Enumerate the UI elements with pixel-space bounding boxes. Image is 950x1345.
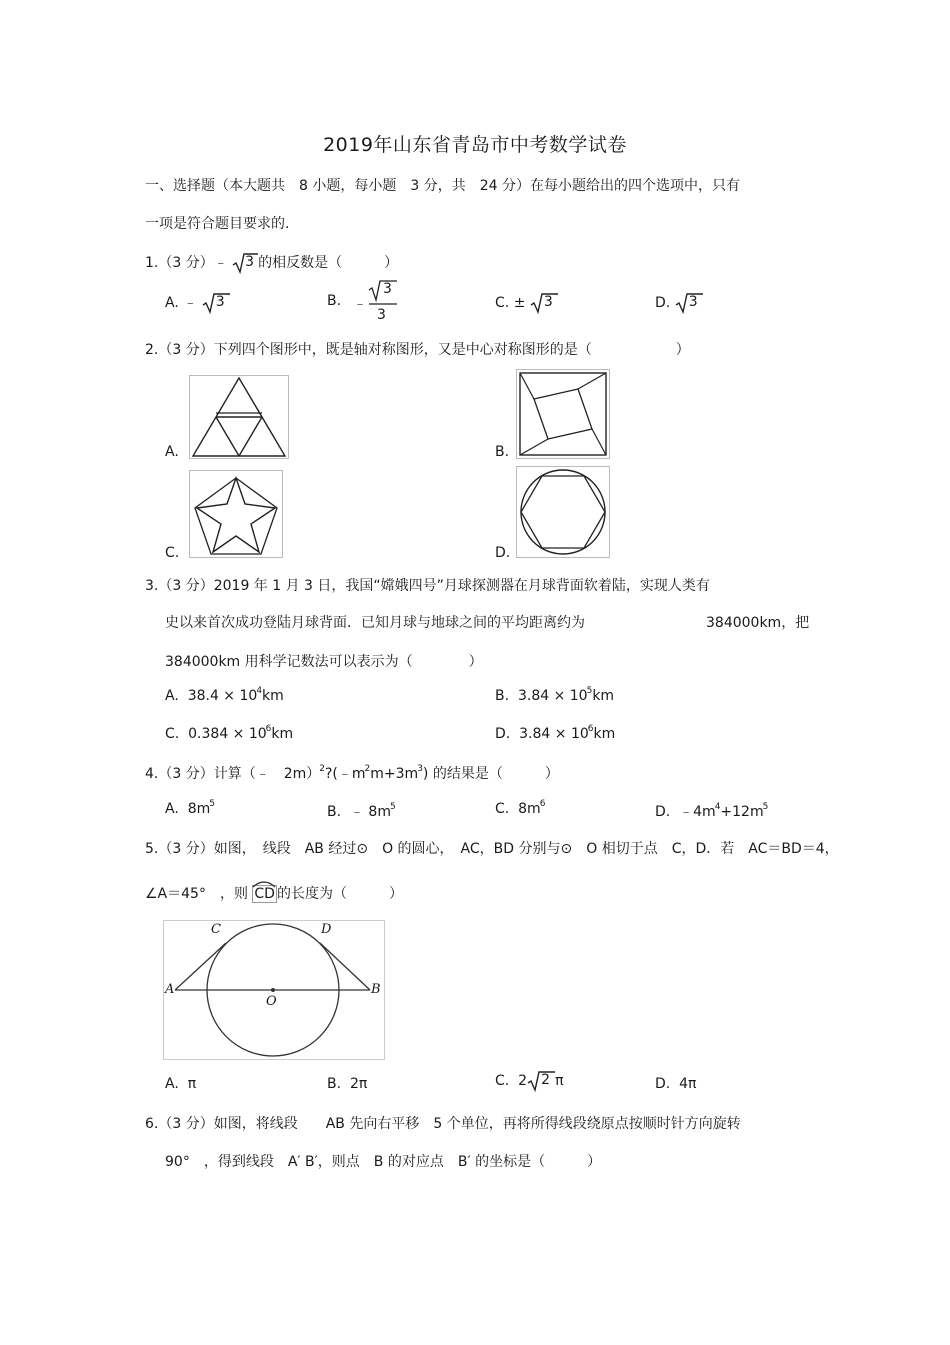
option-text: 3.84 × 10	[519, 726, 589, 742]
option-text: ﹣	[183, 295, 198, 311]
q2-option-a[interactable]	[165, 444, 179, 460]
option-label: D.	[655, 804, 671, 820]
option-label: A.	[165, 295, 179, 311]
question-score: （3 分）	[158, 342, 214, 358]
q3-option-d[interactable]	[495, 726, 615, 742]
section-instructions-line1: 一、选择题（本大题共 8 小题，每小题 3 分，共 24 分）在每小题给出的四个选项中，只有	[145, 178, 740, 194]
q2-option-c[interactable]	[165, 545, 179, 561]
option-label: C.	[495, 801, 510, 817]
question-score: （3 分）	[158, 255, 214, 271]
option-label: A.	[165, 1076, 179, 1092]
option-label: A.	[165, 444, 179, 460]
radicand: 3	[543, 294, 553, 310]
exponent: 6	[587, 724, 594, 734]
q3-option-a[interactable]	[165, 688, 284, 704]
question-number: 1.	[145, 255, 159, 271]
question-5-text: ∠A＝45° ，则	[145, 886, 248, 902]
exponent: 5	[762, 802, 769, 812]
exponent: 6	[539, 799, 546, 809]
section-instructions-line2: 一项是符合题目要求的.	[145, 216, 290, 232]
point-o-label: O	[266, 994, 277, 1009]
radicand: 2	[541, 1072, 550, 1088]
radicand: 3	[688, 294, 698, 310]
question-3-stem-line2: 史以来首次成功登陆月球背面．已知月球与地球之间的平均距离约为	[165, 615, 585, 631]
option-label: D.	[655, 1076, 671, 1092]
q5-option-a[interactable]	[165, 1076, 196, 1092]
expression-part: ) 的结果是（ ）	[422, 766, 559, 782]
option-text: π	[187, 1076, 197, 1092]
q4-option-d[interactable]	[655, 801, 768, 821]
square-figure	[516, 369, 610, 459]
question-3-stem-line1	[145, 575, 710, 595]
question-5-stem-line2	[145, 883, 403, 903]
question-6-text: 如图，将线段 AB 先向右平移 5 个单位，再将所得线段绕原点按顺时针方向旋转	[213, 1116, 741, 1132]
option-text: ﹣ 8m	[349, 804, 391, 820]
sqrt-symbol	[202, 292, 230, 314]
point-b-label: B	[371, 982, 381, 997]
question-number: 4.	[145, 766, 159, 782]
question-3-stem-line3: 384000km 用科学记数法可以表示为（ ）	[165, 654, 483, 670]
question-3-distance: 384000km，把	[706, 615, 810, 631]
option-label: B.	[327, 293, 342, 309]
option-text: 8m	[187, 801, 211, 817]
question-number: 6.	[145, 1116, 159, 1132]
expression-part: ?(﹣m	[325, 766, 366, 782]
option-label: C.	[495, 295, 510, 311]
q3-option-c[interactable]	[165, 726, 293, 742]
unit: km	[592, 688, 615, 704]
q5-option-d[interactable]	[655, 1076, 696, 1092]
point-d-label: D	[321, 922, 332, 937]
question-5-stem-line1	[145, 838, 839, 858]
numerator: 3	[383, 281, 392, 297]
point-c-label: C	[211, 922, 221, 937]
question-1-stem	[145, 252, 398, 274]
option-label: C.	[495, 1073, 510, 1089]
fraction	[367, 280, 399, 332]
star-figure	[189, 470, 283, 558]
exponent: 4	[256, 686, 263, 696]
option-text: 2π	[349, 1076, 368, 1092]
question-number: 2.	[145, 342, 159, 358]
question-4-stem	[145, 763, 559, 783]
option-text: ±	[513, 295, 526, 311]
q5-option-b[interactable]	[327, 1076, 367, 1092]
exponent: 2	[364, 764, 371, 774]
q5-option-c[interactable]	[495, 1070, 564, 1092]
exponent: 6	[265, 724, 272, 734]
arc-notation	[252, 886, 277, 902]
unit: km	[262, 688, 284, 704]
question-2-text: 下列四个图形中，既是轴对称图形，又是中心对称图形的是（ ）	[213, 342, 690, 358]
circle-tangent-figure	[163, 920, 385, 1060]
sqrt-symbol	[675, 292, 703, 314]
sqrt-symbol	[530, 292, 558, 314]
exponent: 4	[714, 802, 721, 812]
denominator: 3	[377, 307, 386, 323]
q1-option-d[interactable]	[655, 292, 703, 314]
exponent: 2	[319, 764, 325, 774]
question-2-stem	[145, 339, 690, 359]
option-text: 4π	[679, 1076, 697, 1092]
option-text: 3.84 × 10	[517, 688, 588, 704]
option-label: B.	[495, 688, 510, 704]
question-number: 5.	[145, 841, 159, 857]
option-text: ﹣	[353, 296, 367, 312]
expression-part: m+3m	[370, 766, 419, 782]
radicand: 3	[215, 294, 225, 310]
option-text: 8m	[518, 801, 541, 817]
option-label: B.	[495, 444, 510, 460]
q2-option-b[interactable]	[495, 444, 509, 460]
option-label: B.	[327, 1076, 342, 1092]
arc-label: CD	[254, 886, 275, 902]
option-label: D.	[495, 545, 511, 561]
page-title: 2019年山东省青岛市中考数学试卷	[323, 134, 627, 156]
option-text: +12m	[720, 804, 764, 820]
q3-option-b[interactable]	[495, 688, 614, 704]
option-text: ﹣4m	[679, 804, 716, 820]
exponent: 3	[417, 764, 423, 774]
exponent: 5	[586, 686, 593, 696]
q4-option-b[interactable]	[327, 801, 396, 821]
q4-option-a[interactable]	[165, 801, 215, 817]
radicand: 3	[245, 254, 255, 270]
exponent: 5	[209, 799, 215, 809]
option-label: A.	[165, 801, 179, 817]
question-score: （3 分）	[158, 841, 214, 857]
question-6-stem-line1	[145, 1113, 741, 1133]
option-text: 2	[518, 1073, 528, 1089]
sqrt-symbol	[232, 252, 258, 274]
triangle-figure	[189, 375, 289, 459]
question-number: 3.	[145, 578, 159, 594]
question-5-text: 的长度为（ ）	[276, 886, 403, 902]
exponent: 5	[389, 802, 396, 812]
question-6-stem-line2: 90° ，得到线段 A′ B′，则点 B 的对应点 B′ 的坐标是（ ）	[165, 1154, 602, 1170]
option-label: D.	[495, 726, 511, 742]
circle-hexagon-figure	[516, 466, 610, 558]
question-3-text: 2019 年 1 月 3 日，我国“嫦娥四号”月球探测器在月球背面软着陆，实现人类有	[213, 578, 710, 594]
option-label: C.	[165, 726, 180, 742]
question-score: （3 分）	[158, 766, 214, 782]
q1-option-a[interactable]	[165, 292, 230, 314]
q1-option-c[interactable]	[495, 292, 558, 314]
question-score: （3 分）	[158, 1116, 214, 1132]
option-text: 0.384 × 10	[188, 726, 267, 742]
unit: km	[271, 726, 294, 742]
question-5-text: 如图， 线段 AB 经过⊙ O 的圆心， AC，BD 分别与⊙ O 相切于点 C，D．若 AC＝BD＝4，	[213, 841, 839, 857]
expression-part: 计算（﹣ 2m）	[213, 766, 321, 782]
question-1-tail: 的相反数是（ ）	[258, 255, 399, 271]
option-label: D.	[655, 295, 671, 311]
option-label: C.	[165, 545, 180, 561]
unit: km	[593, 726, 616, 742]
option-label: A.	[165, 688, 179, 704]
q2-option-d[interactable]	[495, 545, 510, 561]
q4-option-c[interactable]	[495, 801, 545, 817]
sqrt-symbol	[527, 1070, 555, 1092]
point-a-label: A	[165, 982, 175, 997]
minus-sign: ﹣	[213, 255, 228, 271]
option-label: B.	[327, 804, 342, 820]
question-score: （3 分）	[158, 578, 214, 594]
option-text: 38.4 × 10	[187, 688, 258, 704]
option-text: π	[555, 1073, 564, 1089]
